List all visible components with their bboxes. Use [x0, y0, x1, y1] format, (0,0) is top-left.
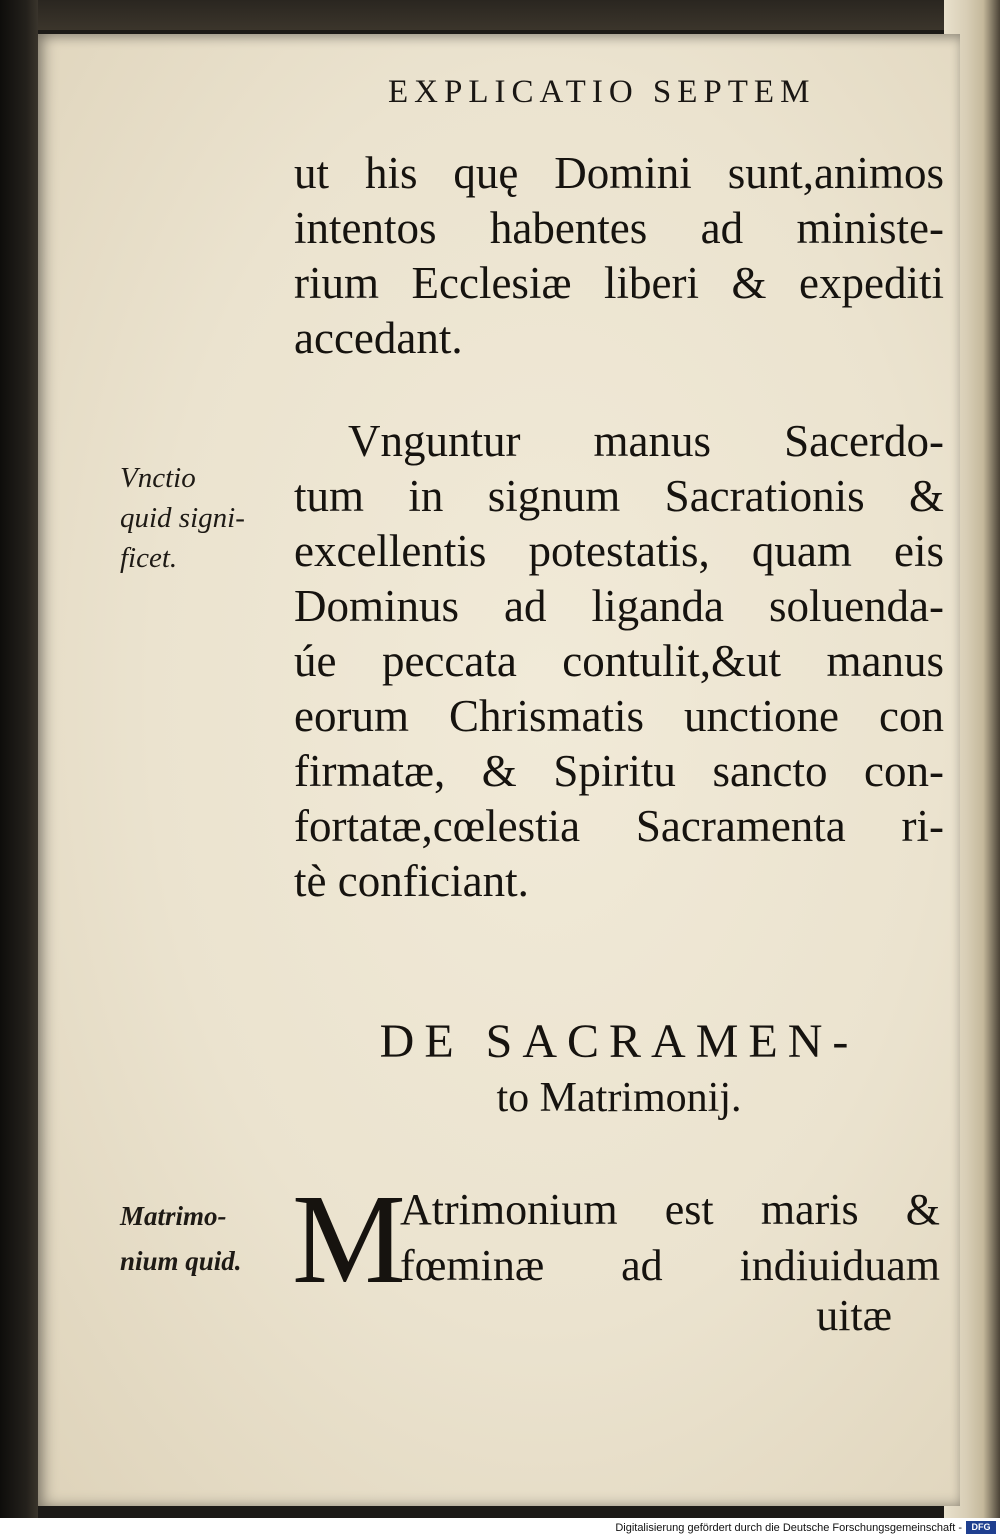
- margin-note-unctio: [120, 458, 280, 578]
- margin-note-line: nium quid.: [120, 1246, 242, 1276]
- text-line: fortatæ,cœlestia Sacramenta ri-: [294, 801, 944, 851]
- text-line: úe peccata contulit,&ut manus: [294, 636, 944, 686]
- text-line: firmatæ, & Spiritu sancto con-: [294, 746, 944, 796]
- book-page: [38, 34, 960, 1506]
- margin-note-line: quid signi-: [120, 502, 245, 534]
- section-heading: [294, 1012, 944, 1124]
- drop-initial: M: [292, 1168, 406, 1310]
- paragraph-2: [294, 414, 944, 909]
- margin-note-line: ficet.: [120, 542, 178, 574]
- running-head: EXPLICATIO SEPTEM: [388, 74, 816, 110]
- text-line: tè conficiant.: [294, 856, 529, 906]
- footer-bar: [0, 1518, 1000, 1536]
- margin-note-matrimonium: [120, 1194, 280, 1284]
- text-line: tum in signum Sacrationis &: [294, 471, 944, 521]
- text-line: excellentis potestatis, quam eis: [294, 526, 944, 576]
- paragraph-3: [400, 1182, 940, 1294]
- text-line: eorum Chrismatis unctione con: [294, 691, 944, 741]
- heading-line-2: to Matrimonij.: [496, 1075, 742, 1121]
- digitization-credit: Digitalisierung gefördert durch die Deutsche Forschungsgemeinschaft -: [615, 1522, 962, 1534]
- text-line: rium Ecclesiæ liberi & expediti: [294, 258, 944, 308]
- catchword: uitæ: [816, 1291, 892, 1340]
- margin-note-line: Matrimo-: [120, 1201, 227, 1231]
- dfg-logo-icon: DFG: [966, 1521, 996, 1534]
- paragraph-1: [294, 146, 944, 366]
- text-line: Atrimonium est maris &: [400, 1185, 940, 1234]
- book-top-edge: [0, 0, 1000, 30]
- text-line: fœminæ ad indiuiduam: [400, 1241, 940, 1290]
- text-line: accedant.: [294, 313, 463, 363]
- margin-note-line: Vnctio: [120, 462, 196, 494]
- text-line: ut his quę Domini sunt,animos: [294, 148, 944, 198]
- text-line: Dominus ad liganda soluenda-: [294, 581, 944, 631]
- heading-line-1: DE SACRAMEN-: [379, 1015, 859, 1068]
- book-spine: [0, 0, 38, 1520]
- text-line: Vnguntur manus Sacerdo-: [348, 416, 944, 466]
- text-line: intentos habentes ad ministe-: [294, 203, 944, 253]
